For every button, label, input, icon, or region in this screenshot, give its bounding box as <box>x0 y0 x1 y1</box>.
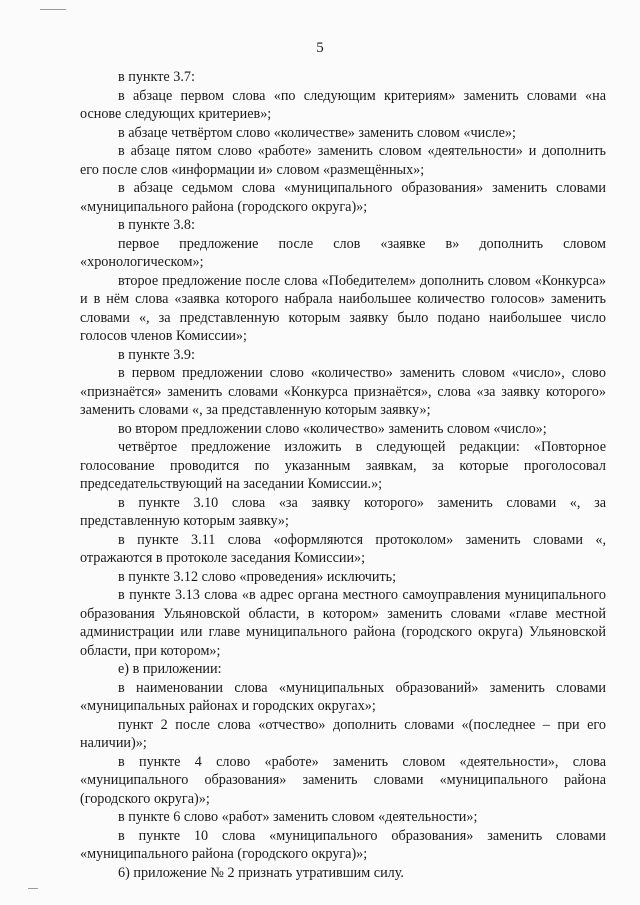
paragraph: в пункте 3.7: <box>118 69 195 85</box>
paragraph: в наименовании слова «муниципальных образований» заменить словами «муниципальных районах и городских округах»; <box>80 679 606 714</box>
paragraph: в пункте 3.9: <box>118 346 195 363</box>
paragraph: в абзаце седьмом слова «муниципального образования» заменить словами «муниципального района (городского округа)»; <box>80 180 606 215</box>
paragraph: пункт 2 после слова «отчество» дополнить словами «(последнее – при его наличии)»; <box>80 716 606 751</box>
paragraph: в абзаце пятом слово «работе» заменить словом «деятельности» и дополнить его после слов «информации и» словом «размещённых»; <box>80 143 606 178</box>
document-body <box>80 68 606 882</box>
paragraph: е) в приложении: <box>118 661 222 677</box>
paragraph: четвёртое предложение изложить в следующей редакции: «Повторное голосование проводится по указанным заявкам, за которые проголосовал председательствующий на заседании Комиссии.»; <box>80 439 606 492</box>
paragraph: 6) приложение № 2 признать утратившим силу. <box>118 864 404 881</box>
paragraph: в абзаце первом слова «по следующим критериям» заменить словами «на основе следующих критериев»; <box>80 87 606 122</box>
paragraph: в пункте 10 слова «муниципального образования» заменить словами «муниципального района (городского округа)»; <box>80 827 606 862</box>
page-number: 5 <box>316 40 324 56</box>
paragraph: в первом предложении слово «количество» заменить словом «число», слово «признаётся» заменить словами «Конкурса признаётся», слова «за заявку которого» заменить словами «, за представленную которым заявку»; <box>80 365 606 418</box>
paragraph: в пункте 6 слово «работ» заменить словом «деятельности»; <box>118 809 478 825</box>
paragraph: в абзаце четвёртом слово «количестве» заменить словом «числе»; <box>118 124 516 141</box>
paragraph: в пункте 4 слово «работе» заменить словом «деятельности», слова «муниципального образования» заменить словами «муниципального района (городского округа)»; <box>80 753 606 807</box>
paragraph: в пункте 3.12 слово «проведения» исключить; <box>118 568 397 585</box>
paragraph: в пункте 3.8: <box>118 217 195 233</box>
scan-artifact-bottom <box>28 888 38 889</box>
paragraph: в пункте 3.11 слова «оформляются протоколом» заменить словами «, отражаются в протоколе заседания Комиссии»; <box>80 531 606 566</box>
paragraph: второе предложение после слова «Победителем» дополнить словом «Конкурса» и в нём слова «заявка которого набрала наибольшее количество голосов» заменить словами «, за представленную которым заявку было подано наибольшее число голосов членов Комиссии»; <box>80 272 606 344</box>
scan-artifact-top <box>40 9 66 10</box>
paragraph: во втором предложении слово «количество» заменить словом «число»; <box>118 420 547 437</box>
paragraph: первое предложение после слов «заявке в» дополнить словом «хронологическом»; <box>80 235 606 270</box>
paragraph: в пункте 3.13 слова «в адрес органа местного самоуправления муниципального образования Ульяновской области, в котором» заменить словами «главе местной администрации или главе муниципального района (городского округа) Ульяновской области, при котором»; <box>80 587 606 659</box>
paragraph: в пункте 3.10 слова «за заявку которого» заменить словами «, за представленную которым заявку»; <box>80 494 606 529</box>
